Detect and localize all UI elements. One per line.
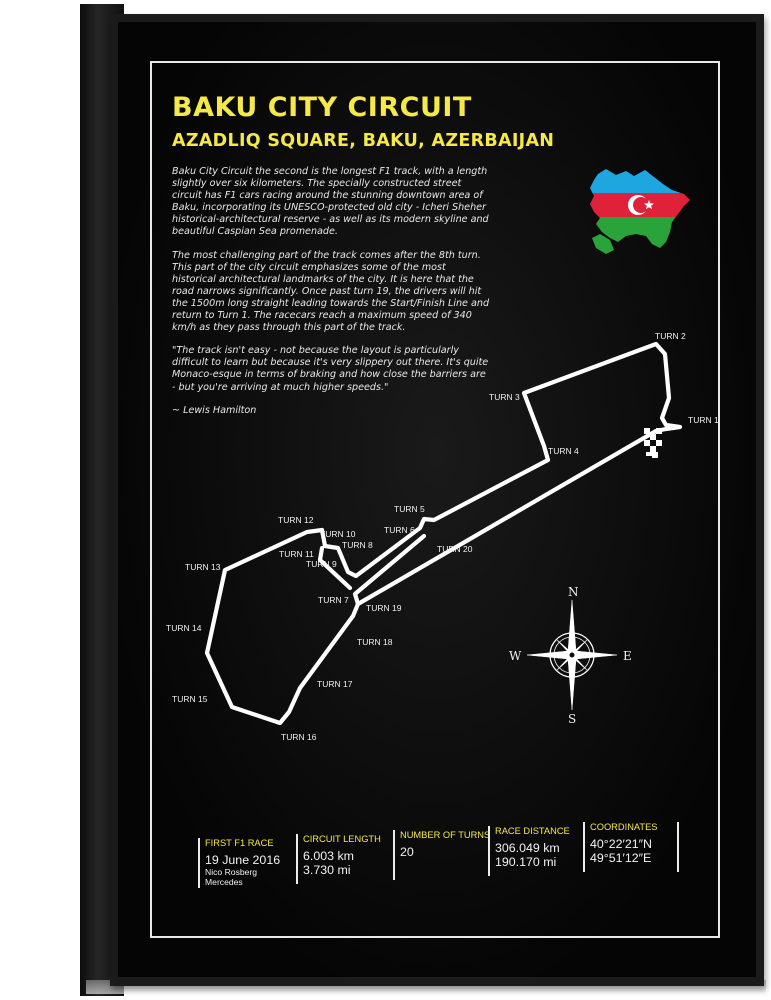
compass-south: S xyxy=(568,712,577,726)
stat-first-race-team: Mercedes xyxy=(205,877,243,887)
stat-coords-label: COORDINATES xyxy=(590,822,658,832)
poster-title: BAKU CITY CIRCUIT xyxy=(172,92,472,123)
compass-north: N xyxy=(568,585,579,599)
description-paragraph-2: The most challenging part of the track comes after the 8th turn. This part of the city circuit emphasizes some of the most historical architectural landmarks of the city. It is here that the road narrows significantly. Once past turn 19, the drivers will hit the 1500m long straight leading towards the Start/Finish Line and return to Turn 1. The racecars reach a maximum speed of 340 km/h as they pass through this part of the track. xyxy=(172,249,490,334)
compass-rose-icon xyxy=(527,600,617,710)
turn-label-15: TURN 15 xyxy=(172,694,208,704)
compass-east: E xyxy=(623,649,632,663)
stat-circuit-length xyxy=(296,834,381,884)
turn-label-17: TURN 17 xyxy=(317,679,353,689)
hamilton-quote: "The track isn't easy - not because the layout is particularly difficult to learn but because it's very slippery out there. It's quite Monaco-esque in terms of braking and how close the barriers are - but you're arriving at much higher speeds." xyxy=(172,345,489,393)
turn-label-4: TURN 4 xyxy=(548,446,579,456)
description-paragraph-1: Baku City Circuit the second is the longest F1 track, with a length slightly over six kilometers. The specially constructed street circuit has F1 cars racing around the stunning downtown area of Baku, incorporating its UNESCO-protected old city - Icheri Sheher historical-architectural reserve - as well as its modern skyline and beautiful Caspian Sea promenade. xyxy=(172,166,489,238)
turn-label-11: TURN 11 xyxy=(279,549,314,559)
turn-label-5: TURN 5 xyxy=(394,504,425,514)
track-outline xyxy=(207,344,680,723)
poster-subtitle: AZADLIQ SQUARE, BAKU, AZERBAIJAN xyxy=(172,131,555,151)
turn-label-1: TURN 1 xyxy=(688,415,719,425)
compass-west: W xyxy=(509,649,522,663)
stat-coords-lat: 40°22′21″N xyxy=(590,837,652,851)
turn-label-19: TURN 19 xyxy=(366,603,402,613)
turn-label-2: TURN 2 xyxy=(655,331,686,341)
stat-first-race xyxy=(198,838,280,888)
stat-first-race-winner: Nico Rosberg xyxy=(205,867,258,877)
circuit-track xyxy=(207,344,680,723)
turn-label-10: TURN 10 xyxy=(320,529,356,539)
turn-label-20: TURN 20 xyxy=(437,544,473,554)
turn-label-16: TURN 16 xyxy=(281,732,317,742)
turn-label-13: TURN 13 xyxy=(185,562,221,572)
quote-author: ~ Lewis Hamilton xyxy=(172,404,257,416)
stats-end-divider xyxy=(677,822,679,872)
turn-label-8: TURN 8 xyxy=(342,540,373,550)
turn-label-3: TURN 3 xyxy=(489,392,520,402)
stat-distance-mi: 190.170 mi xyxy=(495,855,557,869)
turn-label-7: TURN 7 xyxy=(318,595,349,605)
stat-length-km: 6.003 km xyxy=(303,849,354,863)
stat-length-label: CIRCUIT LENGTH xyxy=(303,834,381,844)
stat-first-race-date: 19 June 2016 xyxy=(205,853,281,867)
stat-first-race-label: FIRST F1 RACE xyxy=(205,838,274,848)
stat-turns-value: 20 xyxy=(400,845,414,859)
stat-distance-label: RACE DISTANCE xyxy=(495,826,570,836)
stat-number-of-turns xyxy=(393,830,490,880)
stat-length-mi: 3.730 mi xyxy=(303,863,351,877)
stat-coords-lon: 49°51′12″E xyxy=(590,851,652,865)
turn-label-14: TURN 14 xyxy=(166,623,202,633)
turn-label-9: TURN 9 xyxy=(306,559,337,569)
stat-race-distance xyxy=(488,826,570,876)
stat-turns-label: NUMBER OF TURNS xyxy=(400,830,491,840)
stat-coordinates xyxy=(583,822,658,872)
flag-stripe-blue xyxy=(585,165,695,193)
turn-label-18: TURN 18 xyxy=(357,637,393,647)
turn-label-12: TURN 12 xyxy=(278,515,314,525)
turn-label-6: TURN 6 xyxy=(384,525,415,535)
stat-distance-km: 306.049 km xyxy=(495,841,560,855)
